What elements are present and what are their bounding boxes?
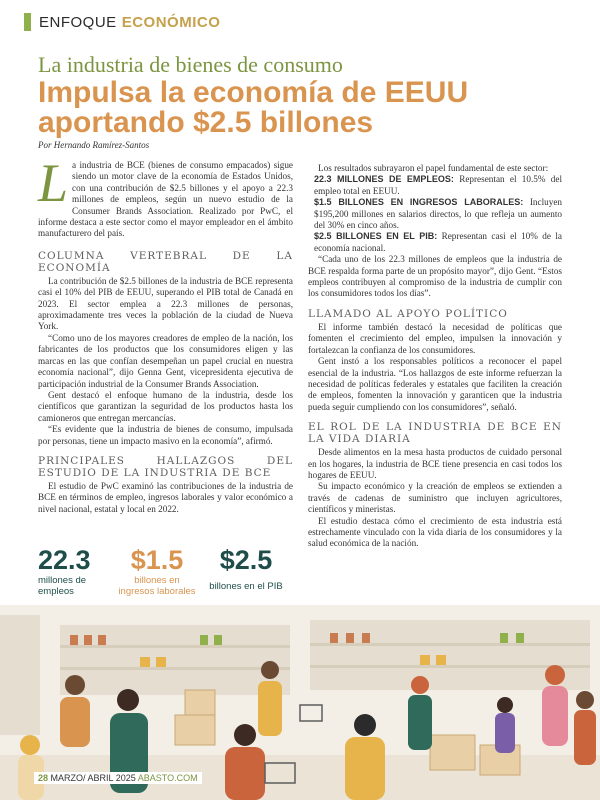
section-kicker [24,12,220,32]
paragraph: El informe también destacó la necesidad de políticas que fomenten el crecimiento del empleo, impulsen la innovación y fortalezcan la confianza de los consumidores. [308,321,562,355]
stat-label: billones en el PIB [209,581,283,592]
stats-row [38,545,298,605]
paragraph: El estudio de PwC examinó las contribuciones de la industria de BCE en términos de empleo, ingresos laborales y valor económico a nivel nacional, estatal y local en 2022. [38,480,293,514]
left-column [38,153,293,515]
paragraph: “Es evidente que la industria de bienes de consumo, impulsada por personas, tiene un impacto masivo en la economía”, afirmó. [38,424,293,446]
paragraph: Los resultados subrayaron el papel fundamental de este sector: [318,163,549,173]
article-title: Impulsa la economía de EEUU aportando $2.5 billones [38,76,469,139]
page-footer [34,772,202,784]
section-heading-columna: COLUMNA VERTEBRAL DE LA ECONOMÍA [38,249,293,274]
paragraph: “Cada uno de los 22.3 millones de empleos que la industria de BCE respalda forma parte de un propósito mayor”, dijo Gent. “Estos empleos contribuyen al compromiso de la industria de cumplir con los consumidores todos los días”. [308,254,562,299]
intro-text: a industria de BCE (bienes de consumo empacados) sigue siendo un motor clave de la economía de Estados Unidos, con una contribución de $2.5 billones y el apoyo a 22.3 millones de empleos, según un nuevo estudio de la Consumer Brands Association. Realizado por PwC, el informe destaca a este sector como el mayor empleador en el ámbito manufacturero del país. [38,160,293,239]
section-heading-rol: EL ROL DE LA INDUSTRIA DE BCE EN LA VIDA DIARIA [308,421,562,446]
kicker-enfoque: ENFOQUE [39,13,117,31]
section-heading-hallazgos: PRINCIPALES HALLAZGOS DEL ESTUDIO DE LA INDUSTRIA DE BCE [38,454,293,479]
paragraph: Desde alimentos en la mesa hasta productos de cuidado personal en los hogares, la industria de BCE tiene presencia en casi todos los hogares de EEUU. [308,447,562,480]
kicker-bar [24,13,31,31]
issue-date: MARZO/ ABRIL 2025 [50,773,136,783]
pre-title: La industria de bienes de consumo [38,52,343,77]
supermarket-illustration [0,605,600,800]
byline: Por Hernando Ramírez-Santos [38,140,150,150]
right-column [308,163,562,550]
finding-3-label: $2.5 BILLONES EN EL PIB: [314,231,438,242]
paragraph: “Como uno de los mayores creadores de empleo de la nación, los fabricantes de los productos que los consumidores eligen y las marcas en las que confían desempeñan un papel crucial en nuestra economía nacional”, dijo Genna Gent, vicepresidenta ejecutiva de participación industrial de la Consumer Brands Association. [38,332,293,389]
paragraph: La contribución de $2.5 billones de la industria de BCE representa casi el 10% del PIB de EEUU, superando el PIB total de Canadá en 2023. El sector emplea a 22.3 millones de personas, aproximadamente tres veces la población de la ciudad de Nueva York. [38,275,293,332]
finding-3: $2.5 BILLONES EN EL PIB: Representan casi el 10% de la economía nacional. [314,231,562,253]
finding-2: $1.5 BILLONES EN INGRESOS LABORALES: Incluyen $195,200 millones en salarios directos, lo que refleja un aumento del 30% en cinco años. [314,197,562,231]
paragraph: El estudio destaca cómo el crecimiento de esta industria está estrechamente vinculado con la vida diaria de los consumidores y la salud económica de la nación. [308,515,562,549]
intro-paragraph [38,153,293,240]
stat-pib [206,545,286,592]
stat-ingresos [116,545,198,597]
stat-value: $2.5 [219,545,273,575]
stat-empleos [38,545,98,597]
stat-value: 22.3 [38,545,91,575]
drop-cap: L [38,153,69,213]
paragraph: Su impacto económico y la creación de empleos se extienden a través de cadenas de suministro que incluyen agricultores, científicos y mineristas. [308,481,562,515]
finding-1-label: 22.3 MILLONES DE EMPLEOS: [314,174,454,185]
paragraph: Gent destacó el enfoque humano de la industria, desde los científicos que garantizan la seguridad de los productos hasta los camioneros que entregan mercancías. [38,389,293,423]
stat-label: millones de empleos [38,575,87,597]
stat-label: billones en ingresos laborales [118,575,196,597]
kicker-economico: ECONÓMICO [121,13,221,31]
paragraph: Gent instó a los responsables políticos a reconocer el papel esencial de la industria. “Los hallazgos de este informe refuerzan la necesidad de políticas federales y estatales que faciliten la creación de empleos, fomenten la innovación y garanticen que la industria pueda seguir cumpliendo con los consumidores”, señaló. [308,356,562,412]
finding-1: 22.3 MILLONES DE EMPLEOS: Representan el 10.5% del empleo total en EEUU. [314,174,562,196]
site-name: ABASTO.COM [137,773,198,783]
stat-value: $1.5 [130,545,184,575]
page-number: 28 [38,773,49,783]
finding-2-label: $1.5 BILLONES EN INGRESOS LABORALES: [314,197,524,208]
section-heading-apoyo: LLAMADO AL APOYO POLÍTICO [308,307,508,320]
